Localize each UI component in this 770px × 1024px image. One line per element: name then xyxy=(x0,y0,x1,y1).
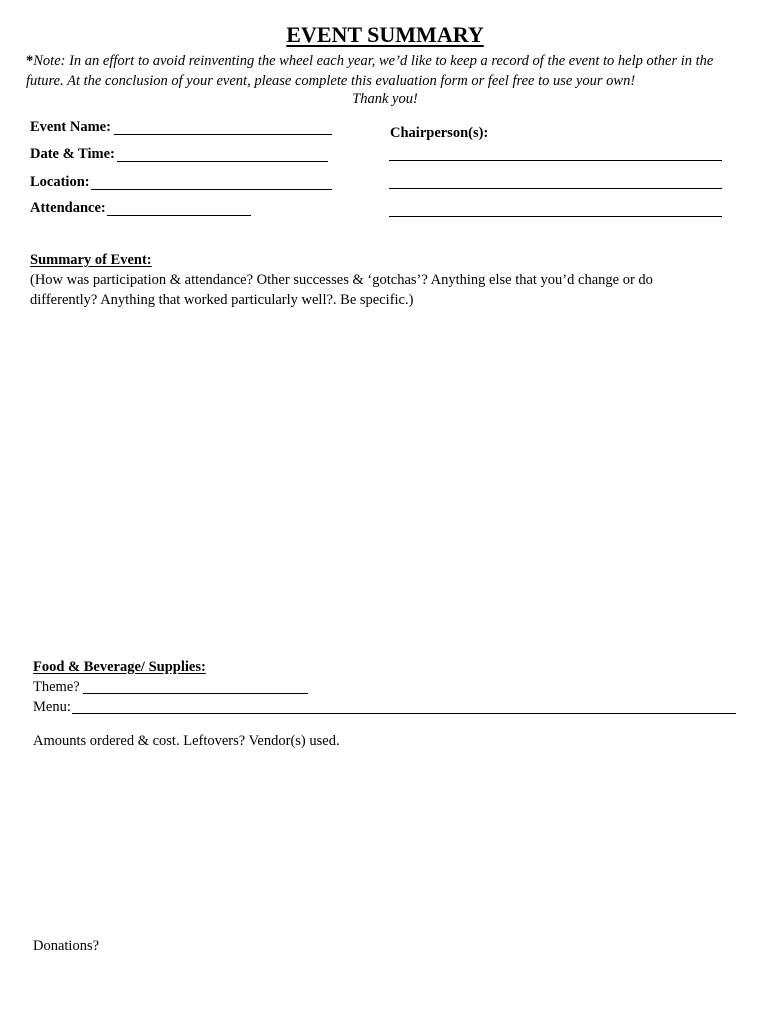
chairperson-line-2[interactable] xyxy=(389,188,722,189)
theme-label: Theme? xyxy=(33,679,80,695)
chairperson-line-1[interactable] xyxy=(389,160,722,161)
event-name-label: Event Name: xyxy=(30,119,111,135)
chairpersons-label: Chairperson(s): xyxy=(390,125,489,141)
date-time-label: Date & Time: xyxy=(30,146,115,162)
note-asterisk: * xyxy=(26,53,34,69)
menu-label: Menu: xyxy=(33,699,71,715)
date-time-line[interactable] xyxy=(117,161,328,162)
summary-heading: Summary of Event: xyxy=(30,252,152,268)
chairperson-line-3[interactable] xyxy=(389,216,722,217)
donations-response-area[interactable] xyxy=(33,960,733,1015)
food-heading: Food & Beverage/ Supplies: xyxy=(33,659,206,675)
attendance-line[interactable] xyxy=(107,215,251,216)
amounts-prompt: Amounts ordered & cost. Leftovers? Vendor(s) used. xyxy=(33,733,340,749)
summary-prompt: (How was participation & attendance? Other successes & ‘gotchas’? Anything else that you’d change or do differently? Anything that worked particularly well?. Be specific.) xyxy=(30,272,653,308)
summary-response-area[interactable] xyxy=(30,320,735,650)
note-text: Note: In an effort to avoid reinventing the wheel each year, we’d like to keep a record of the event to help other in the future. At the conclusion of your event, please complete this evaluation form or feel free to use your own! xyxy=(26,53,714,89)
event-name-line[interactable] xyxy=(114,134,332,135)
page-title: EVENT SUMMARY xyxy=(286,22,484,47)
attendance-label: Attendance: xyxy=(30,200,106,216)
thank-you-text: Thank you! xyxy=(352,91,418,107)
menu-line[interactable] xyxy=(72,713,736,714)
location-line[interactable] xyxy=(91,189,332,190)
location-label: Location: xyxy=(30,174,90,190)
theme-line[interactable] xyxy=(83,693,308,694)
amounts-response-area[interactable] xyxy=(33,756,733,931)
intro-note xyxy=(26,51,746,91)
donations-prompt: Donations? xyxy=(33,938,100,954)
